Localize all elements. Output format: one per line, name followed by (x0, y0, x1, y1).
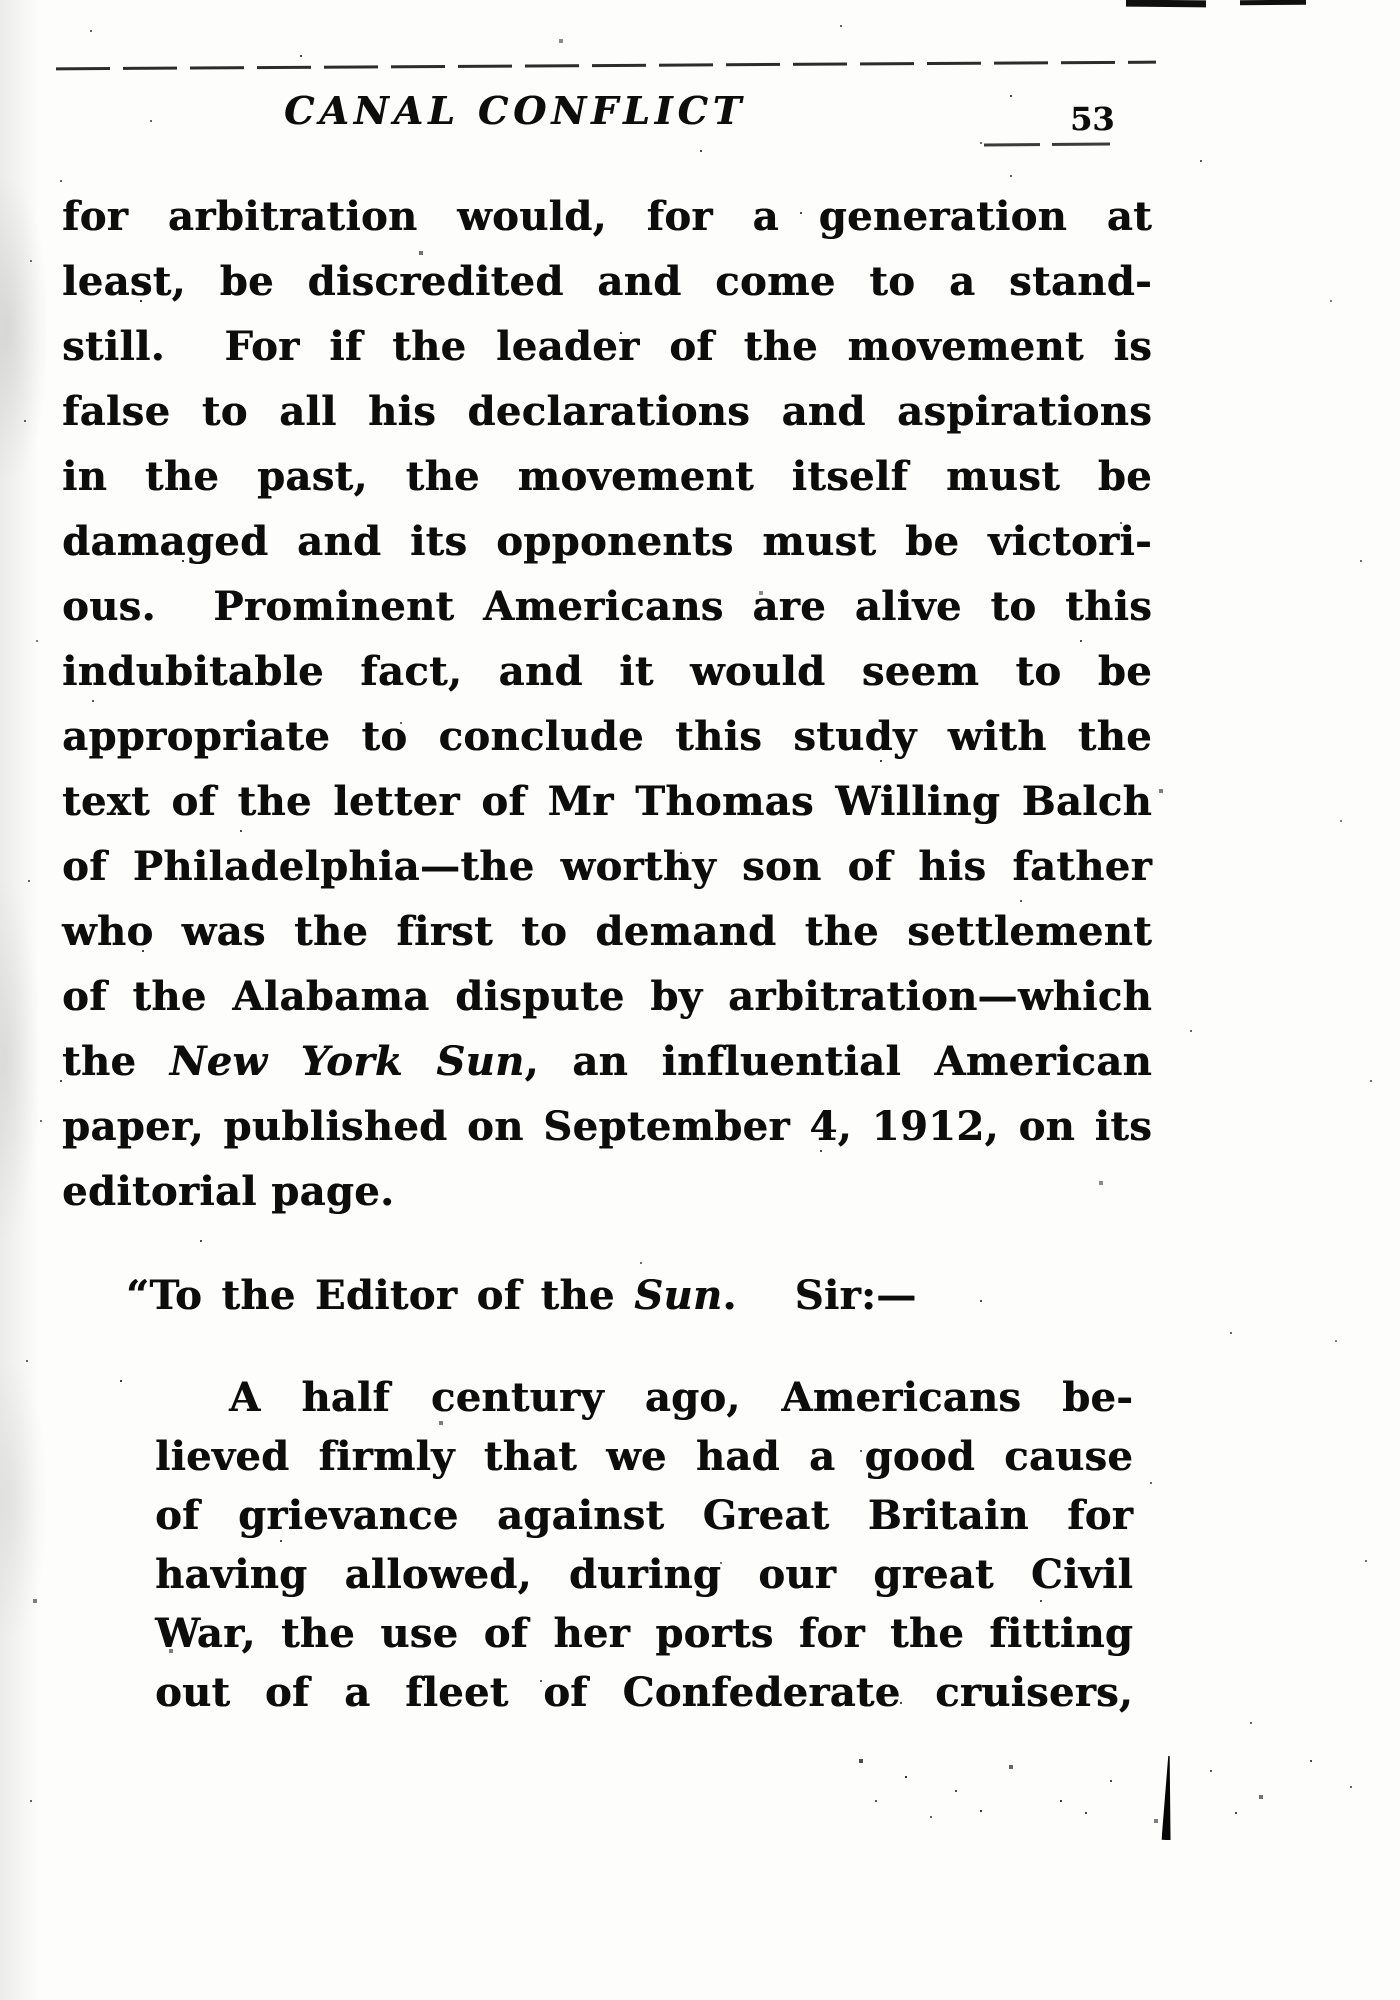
text-line (62, 769, 1152, 834)
salutation-text: “To the Editor of the (126, 1272, 635, 1319)
scan-noise (0, 0, 2, 2)
text-line (155, 1604, 1133, 1663)
text-line (62, 379, 1152, 444)
text-line (62, 444, 1152, 509)
text-segment: of the Alabama dispute by arbitration—which (62, 973, 1152, 1020)
text-segment: for arbitration would, for a generation at (62, 193, 1152, 240)
text-segment: appropriate to conclude this study with the (62, 713, 1152, 760)
text-line (62, 639, 1152, 704)
text-segment: indubitable fact, and it would seem to be (62, 648, 1152, 695)
page-number-underline (984, 143, 1110, 147)
text-segment: least, be discredited and come to a stand- (62, 258, 1152, 305)
text-line (62, 1159, 1152, 1224)
quoted-letter-paragraph (155, 1368, 1133, 1722)
italic-text-segment: New York Sun (169, 1038, 525, 1085)
text-line (62, 964, 1152, 1029)
text-line (62, 184, 1152, 249)
text-segment: out of a fleet of Confederate cruisers, (155, 1669, 1133, 1716)
text-segment: ous. Prominent Americans are alive to this (62, 583, 1152, 630)
text-segment: of Philadelphia—the worthy son of his father (62, 843, 1152, 890)
text-line (62, 314, 1152, 379)
text-line (62, 834, 1152, 899)
text-line (62, 704, 1152, 769)
text-line (62, 1094, 1152, 1159)
scan-streak-right (1240, 0, 1306, 5)
text-line (62, 574, 1152, 639)
text-line (62, 899, 1152, 964)
text-segment: the (62, 1038, 170, 1085)
text-line (155, 1663, 1133, 1722)
text-segment: still. For if the leader of the movement is (62, 323, 1152, 370)
text-segment: paper, published on September 4, 1912, on its (62, 1103, 1152, 1150)
text-segment: editorial page. (62, 1168, 395, 1215)
text-segment: damaged and its opponents must be victori- (62, 518, 1152, 565)
text-segment: text of the letter of Mr Thomas Willing Balch (62, 778, 1152, 825)
text-line (155, 1368, 1133, 1427)
text-segment: A half century ago, Americans be- (229, 1374, 1133, 1421)
scan-edge-shadow (0, 0, 46, 2000)
text-line (155, 1486, 1133, 1545)
scan-streak-left (1126, 0, 1206, 7)
text-line (155, 1427, 1133, 1486)
text-segment: of grievance against Great Britain for (155, 1492, 1133, 1539)
text-segment: in the past, the movement itself must be (62, 453, 1152, 500)
text-line (62, 509, 1152, 574)
text-segment: , an influential American (524, 1038, 1152, 1085)
ink-mark (1162, 1756, 1174, 1840)
text-line (155, 1545, 1133, 1604)
salutation-closing: . Sir:— (722, 1272, 917, 1319)
text-line (62, 249, 1152, 314)
text-segment: false to all his declarations and aspirations (62, 388, 1152, 435)
text-line (62, 1029, 1152, 1094)
header-rule (56, 61, 1156, 71)
page-number: 53 (1070, 100, 1115, 138)
salutation-newspaper-name: Sun (634, 1272, 723, 1319)
text-segment: lieved firmly that we had a good cause (155, 1433, 1133, 1480)
text-segment: having allowed, during our great Civil (155, 1551, 1133, 1598)
main-paragraph (62, 184, 1152, 1224)
letter-salutation (126, 1272, 1146, 1320)
text-segment: War, the use of her ports for the fitting (155, 1610, 1133, 1657)
text-segment: who was the first to demand the settlement (62, 908, 1152, 955)
running-header-title: CANAL CONFLICT (284, 88, 746, 133)
